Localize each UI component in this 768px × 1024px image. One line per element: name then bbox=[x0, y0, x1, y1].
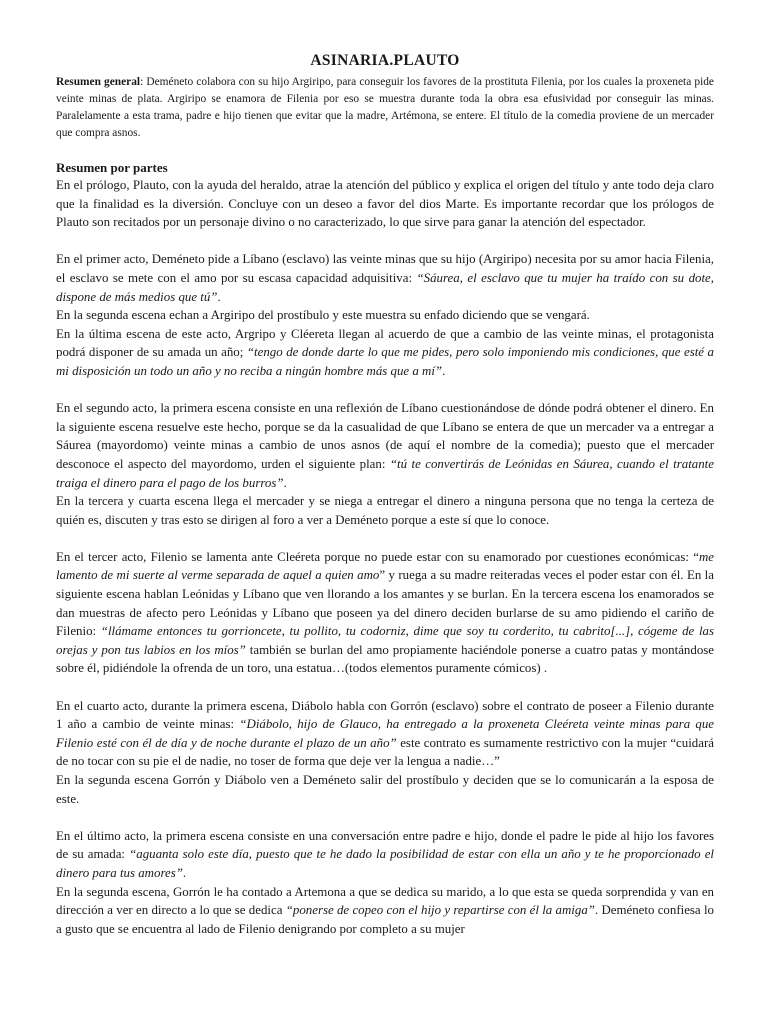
paragraph-act4-scene2 bbox=[56, 771, 714, 808]
quote: “tengo de donde darte lo que me pides, pero solo imponiendo mis condiciones, que esté a mi disposición un todo un año y no reciba a ningún hombre más que a mí” bbox=[56, 345, 715, 378]
paragraph-text: En la tercera y cuarta escena llega el mercader y se niega a entregar el dinero a ninguna persona que no tenga la certeza de quién es, discuten y tras esto se dirigen al foro a ver a Deméneto porque a este sí que lo conoce. bbox=[56, 494, 714, 527]
general-summary bbox=[56, 74, 714, 142]
paragraph-text: . bbox=[442, 363, 446, 378]
paragraph-text: En el tercer acto, Filenio se lamenta ante Cleéreta porque no puede estar con su enamorado por cuestiones económicas: “ bbox=[56, 549, 699, 564]
paragraph-act2 bbox=[56, 399, 714, 492]
summary-label: Resumen general bbox=[56, 76, 141, 88]
paragraph-text: En el primer acto, Deméneto pide a Líbano (esclavo) las veinte minas que su hijo (Argiripo) necesita por su amor hacia Filenia, el esclavo se mete con el amo por su escasa capacidad adquisitiva: bbox=[56, 252, 714, 285]
document-page bbox=[56, 50, 714, 938]
paragraph-text: En el segundo acto, la primera escena consiste en una reflexión de Líbano cuestionándose de dónde podrá obtener el dinero. En la siguiente escena resuelve este hecho, porque se da la casualidad de que Líbano se entera de que un mercader va a entregar a Sáurea (mayordomo) veinte minas a cambio de unos asnos (de aquí el nombre de la comedia); puesto que el mercader desconoce el aspecto del mayordomo, urden el siguiente plan: bbox=[56, 401, 714, 471]
paragraph-text: . bbox=[182, 865, 187, 880]
summary-text: : Deméneto colabora con su hijo Argiripo, para conseguir los favores de la prostituta Filenia, por los cuales la proxeneta pide veinte minas de plata. Argiripo se enamora de Filenia por eso se muestra durante toda la obra esa efusividad por conseguir las minas. Paralelamente a esta trama, padre e hijo tienen que evitar que la madre, Artémona, se entere. El título de la comedia proviene de un mercader que compra asnos. bbox=[56, 76, 714, 139]
parts-heading: Resumen por partes bbox=[56, 160, 168, 175]
paragraph-act1-scene3 bbox=[56, 325, 714, 381]
quote: “Sáurea, el esclavo que tu mujer ha traído con su dote, dispone de más medios que tú” bbox=[56, 270, 714, 304]
paragraph-act5-scene2 bbox=[56, 883, 714, 939]
paragraph-text: En el prólogo, Plauto, con la ayuda del heraldo, atrae la atención del público y explica el origen del título y ante todo deja claro que la finalidad es la diversión. Concluye con un deseo a favor del dios Marte. Es importante recordar que los prólogos de Plauto son recitados por un personaje divino o no caracterizado, lo que sirve para ganar la atención del espectador. bbox=[56, 178, 714, 230]
quote: “aguanta solo este día, puesto que te he dado la posibilidad de estar con ella un año y te he proporcionado el dinero para tus amores” bbox=[56, 847, 714, 880]
paragraph-prologue bbox=[56, 176, 714, 232]
quote: “Diábolo, hijo de Glauco, ha entregado a la proxeneta Cleéreta veinte minas para que Filenio esté con él de día y de noche durante el plazo de un año” bbox=[56, 717, 714, 750]
paragraph-act1-scene2 bbox=[56, 306, 714, 325]
paragraph-text: también se burlan del amo propiamente haciéndole ponerse a cuatro patas y montándose sobre él, pidiéndole la ofrenda de un toro, una estatua…(todos elementos puramente cómicos) . bbox=[56, 642, 715, 676]
paragraph-text: . bbox=[217, 289, 221, 304]
paragraph-act3 bbox=[56, 548, 714, 678]
document-title: ASINARIA.PLAUTO bbox=[310, 52, 460, 69]
paragraph-text: En la segunda escena echan a Argiripo del prostíbulo y este muestra su enfado diciendo que se vengará. bbox=[56, 308, 590, 323]
quote: “ponerse de copeo con el hijo y repartirse con él la amiga” bbox=[285, 903, 595, 918]
parts-body bbox=[56, 176, 714, 938]
paragraph-text: En la segunda escena, Gorrón le ha contado a Artemona a que se dedica su marido, a lo que esta se queda sorprendida y van en dirección a ver en directo a lo que se dedica bbox=[56, 884, 714, 918]
quote: “tú te convertirás de Leónidas en Sáurea, cuando el tratante traiga el dinero para el pago de los burros” bbox=[56, 456, 714, 490]
quote: “llámame entonces tu gorrioncete, tu pollito, tu codorniz, dime que soy tu corderito, tu cabrito[...], cógeme de las orejas y pon tus labios en los míos” bbox=[56, 624, 714, 657]
paragraph-text: En el cuarto acto, durante la primera escena, Diábolo habla con Gorrón (esclavo) sobre el contrato de poseer a Filenio durante 1 año a cambio de veinte minas: bbox=[56, 698, 714, 732]
paragraph-text: En la segunda escena Gorrón y Diábolo ven a Deméneto salir del prostíbulo y deciden que se lo comunicarán a la esposa de este. bbox=[56, 773, 714, 806]
paragraph-act4 bbox=[56, 697, 714, 771]
paragraph-text: este contrato es sumamente restrictivo con la mujer “cuidará de no tocar con su pie el de nadie, no toser de forma que deje ver la lengua a nadie…” bbox=[56, 735, 714, 769]
quote: me lamento de mi suerte al verme separada de aquel a quien amo bbox=[56, 549, 714, 583]
paragraph-text: ” y ruega a su madre reiteradas veces el poder estar con él. En la siguiente escena hablan Leónidas y Líbano que ven llorando a los amantes y se burlan. En la tercera escena los enamorados se dan muestras de afecto pero Leónidas y Líbano que poseen ya del dinero deciden burlarse de su amo pidiendo el cariño de Filenio: bbox=[56, 568, 714, 639]
paragraph-text: . Deméneto confiesa lo a gusto que se encuentra al lado de Filenio denigrando por completo a su mujer bbox=[56, 903, 714, 936]
paragraph-text: . bbox=[283, 475, 287, 490]
paragraph-text: En el último acto, la primera escena consiste en una conversación entre padre e hijo, donde el padre le pide al hijo los favores de su amada: bbox=[56, 828, 714, 862]
paragraph-act1-scene1 bbox=[56, 250, 714, 306]
paragraph-act2-scene3 bbox=[56, 492, 714, 529]
paragraph-act5 bbox=[56, 827, 714, 883]
paragraph-text: En la última escena de este acto, Argripo y Cléereta llegan al acuerdo de que a cambio de las veinte minas, el protagonista podrá disponer de su amada un año; bbox=[56, 326, 714, 360]
